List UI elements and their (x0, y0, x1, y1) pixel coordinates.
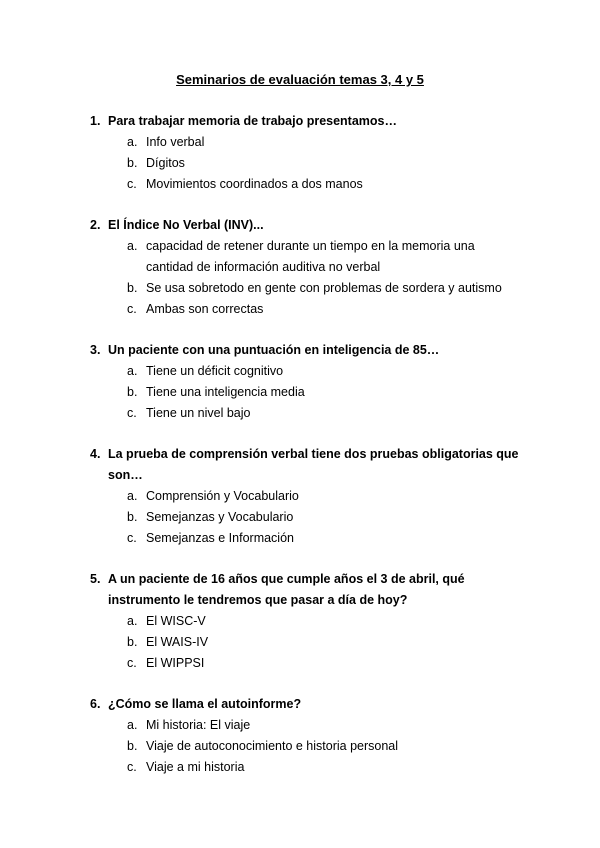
question-header (90, 111, 520, 132)
option-letter: c. (127, 302, 137, 316)
answer-options (90, 361, 520, 424)
option-text: Viaje a mi historia (146, 760, 245, 774)
answer-option (90, 132, 520, 153)
question-2 (90, 215, 520, 320)
answer-option (90, 507, 520, 528)
question-3 (90, 340, 520, 424)
question-number: 2. (90, 218, 101, 232)
answer-option (90, 403, 520, 424)
answer-option (90, 528, 520, 549)
option-text: Tiene un nivel bajo (146, 406, 251, 420)
answer-option (90, 361, 520, 382)
answer-option (90, 632, 520, 653)
question-header (90, 694, 520, 715)
question-text: El Índice No Verbal (INV)... (108, 218, 264, 232)
option-text: El WIPPSI (146, 656, 205, 670)
question-header (90, 215, 520, 236)
question-text: Para trabajar memoria de trabajo presentamos… (108, 114, 398, 128)
option-letter: c. (127, 656, 137, 670)
answer-options (90, 132, 520, 195)
question-number: 4. (90, 447, 101, 461)
answer-option (90, 174, 520, 195)
option-letter: a. (127, 718, 138, 732)
option-letter: b. (127, 385, 138, 399)
option-letter: c. (127, 177, 137, 191)
question-6 (90, 694, 520, 778)
option-letter: a. (127, 364, 138, 378)
question-number: 3. (90, 343, 101, 357)
answer-options (90, 236, 520, 320)
question-number: 6. (90, 697, 101, 711)
answer-options (90, 611, 520, 674)
option-letter: b. (127, 635, 138, 649)
option-text: Semejanzas y Vocabulario (146, 510, 294, 524)
option-letter: a. (127, 614, 138, 628)
question-text: ¿Cómo se llama el autoinforme? (108, 697, 302, 711)
option-text: El WISC-V (146, 614, 206, 628)
option-text: Se usa sobretodo en gente con problemas de sordera y autismo (146, 281, 502, 295)
answer-option (90, 299, 520, 320)
question-text: La prueba de comprensión verbal tiene dos pruebas obligatorias que son… (108, 447, 519, 482)
question-header (90, 444, 520, 486)
option-letter: a. (127, 489, 138, 503)
question-header (90, 569, 520, 611)
answer-options (90, 486, 520, 549)
option-text: Ambas son correctas (146, 302, 264, 316)
answer-options (90, 715, 520, 778)
question-1 (90, 111, 520, 195)
option-text: Dígitos (146, 156, 185, 170)
option-text: Movimientos coordinados a dos manos (146, 177, 363, 191)
option-text: El WAIS-IV (146, 635, 209, 649)
option-letter: c. (127, 531, 137, 545)
question-text: Un paciente con una puntuación en inteligencia de 85… (108, 343, 440, 357)
option-text: Tiene un déficit cognitivo (146, 364, 284, 378)
answer-option (90, 653, 520, 674)
option-text: Semejanzas e Información (146, 531, 294, 545)
option-letter: b. (127, 510, 138, 524)
answer-option (90, 611, 520, 632)
question-number: 1. (90, 114, 101, 128)
question-number: 5. (90, 572, 101, 586)
option-text: Viaje de autoconocimiento e historia personal (146, 739, 399, 753)
option-text: capacidad de retener durante un tiempo en la memoria una cantidad de información auditiva no verbal (146, 239, 475, 274)
option-letter: b. (127, 739, 138, 753)
option-letter: b. (127, 156, 138, 170)
option-text: Comprensión y Vocabulario (146, 489, 299, 503)
option-letter: a. (127, 135, 138, 149)
answer-option (90, 153, 520, 174)
answer-option (90, 382, 520, 403)
option-text: Mi historia: El viaje (146, 718, 251, 732)
option-letter: b. (127, 281, 138, 295)
option-text: Tiene una inteligencia media (146, 385, 305, 399)
option-letter: a. (127, 239, 138, 253)
answer-option (90, 736, 520, 757)
answer-option (90, 486, 520, 507)
question-header (90, 340, 520, 361)
option-letter: c. (127, 760, 137, 774)
option-letter: c. (127, 406, 137, 420)
document-title: Seminarios de evaluación temas 3, 4 y 5 (176, 72, 424, 87)
question-4 (90, 444, 520, 549)
question-text: A un paciente de 16 años que cumple años el 3 de abril, qué instrumento le tendremos que pasar a día de hoy? (108, 572, 465, 607)
answer-option (90, 278, 520, 299)
option-text: Info verbal (146, 135, 205, 149)
answer-option (90, 757, 520, 778)
question-5 (90, 569, 520, 674)
answer-option (90, 715, 520, 736)
answer-option (90, 236, 520, 278)
